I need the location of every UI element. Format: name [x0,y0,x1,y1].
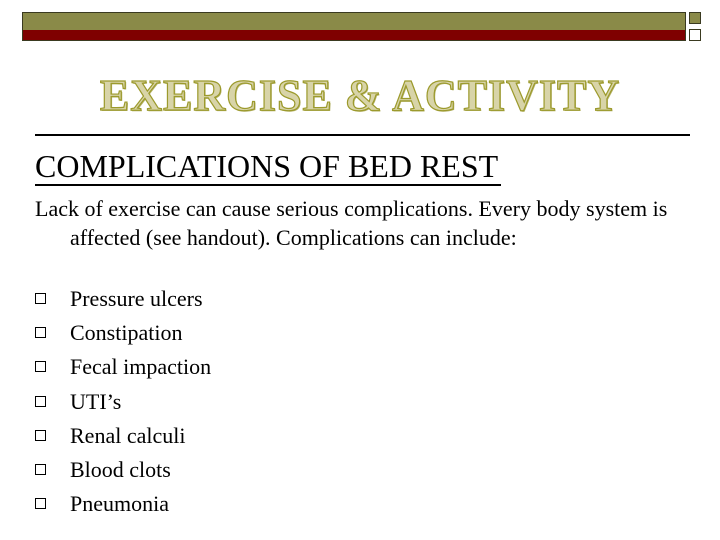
hollow-square-icon [35,498,46,509]
list-item-label: Pneumonia [70,491,169,517]
list-item-label: Blood clots [70,456,171,482]
hollow-square-icon [35,327,46,338]
list-item [35,423,211,457]
hollow-square-icon [35,361,46,372]
slide-subtitle: COMPLICATIONS OF BED REST [35,148,501,186]
list-item-label: Constipation [70,320,183,346]
hollow-square-icon [35,430,46,441]
intro-paragraph: Lack of exercise can cause serious complications. Every body system is affected (see handout). Complications can include: [35,196,668,250]
list-item-label: UTI’s [70,388,122,414]
list-item [35,286,211,320]
hollow-square-icon [35,464,46,475]
list-item [35,354,211,388]
complications-list [35,286,211,525]
slide-title: EXERCISE & ACTIVITY [99,71,621,120]
corner-square-filled [689,12,701,24]
header-band [22,12,686,41]
list-item-label: Pressure ulcers [70,286,203,311]
list-item-label: Fecal impaction [70,354,212,380]
corner-square-outline [689,29,701,41]
title-divider [35,134,690,136]
list-item [35,389,211,423]
list-item-label: Renal calculi [70,422,186,448]
list-item [35,320,211,354]
list-item [35,491,211,525]
list-item [35,457,211,491]
header-band-accent-strip [23,30,685,40]
hollow-square-icon [35,293,46,304]
hollow-square-icon [35,396,46,407]
